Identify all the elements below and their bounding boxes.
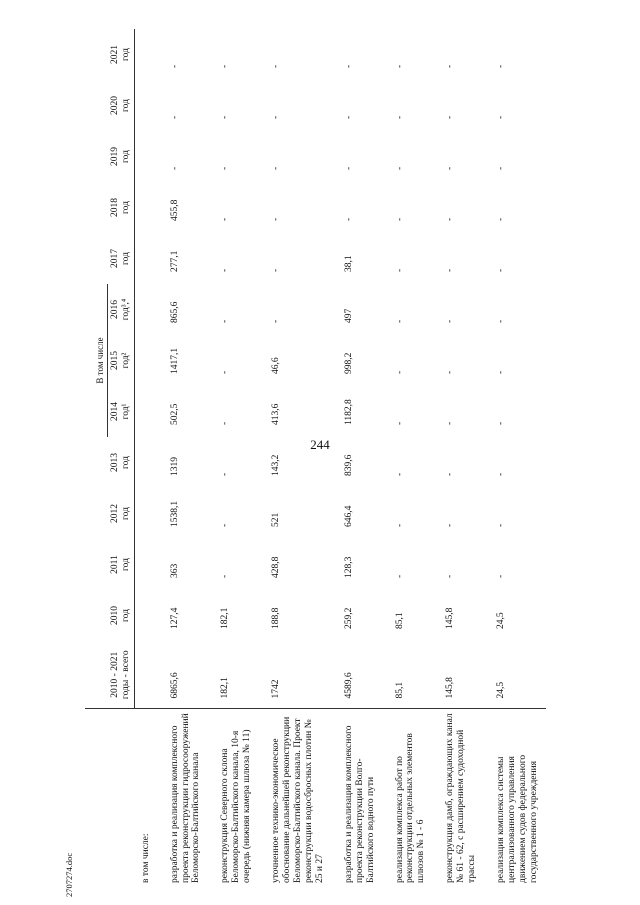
row-value: - bbox=[220, 421, 231, 425]
header-year-number: 2017 bbox=[110, 249, 121, 268]
row-value: - bbox=[394, 268, 405, 272]
row-value bbox=[135, 539, 158, 590]
row-value: 646,4 bbox=[343, 505, 354, 527]
row-value: - bbox=[220, 574, 231, 578]
row-value: - bbox=[496, 523, 507, 527]
header-year-2017 bbox=[108, 233, 135, 284]
row-value: - bbox=[394, 421, 405, 425]
row-value: - bbox=[496, 166, 507, 170]
row-label: разработка и реализация комплексного проекта реконструкции гидросооружений Беломорско-Балтийского канала bbox=[169, 713, 202, 883]
doc-reference: 2707274.doc bbox=[64, 852, 74, 897]
row-value bbox=[135, 590, 158, 641]
row-value: - bbox=[220, 319, 231, 323]
header-year-suffix: год bbox=[121, 150, 132, 163]
row-total: 145,8 bbox=[433, 641, 484, 709]
row-value: - bbox=[220, 472, 231, 476]
row-value: - bbox=[169, 166, 180, 170]
row-value bbox=[135, 182, 158, 233]
row-label: реализация комплекса системы централизованного управления движением судов федерального государственного учреждения bbox=[496, 754, 539, 883]
header-year-suffix: год bbox=[121, 201, 132, 214]
row-value: - bbox=[496, 64, 507, 68]
table-row bbox=[383, 29, 434, 887]
row-value bbox=[135, 386, 158, 437]
row-value: 143,2 bbox=[271, 454, 282, 476]
row-total bbox=[135, 641, 158, 709]
header-year-2012 bbox=[108, 488, 135, 539]
header-year-number: 2019 bbox=[110, 147, 121, 166]
row-value: - bbox=[394, 523, 405, 527]
header-year-suffix: год¹ bbox=[121, 403, 132, 420]
row-value: - bbox=[271, 64, 282, 68]
header-year-suffix: год bbox=[121, 507, 132, 520]
header-year-suffix: год² bbox=[121, 352, 132, 369]
header-year-suffix: год bbox=[121, 48, 132, 61]
row-value: - bbox=[343, 217, 354, 221]
row-label: в том числе: bbox=[140, 833, 151, 883]
header-year-number: 2011 bbox=[110, 555, 121, 574]
row-value: - bbox=[394, 64, 405, 68]
header-year-2021 bbox=[108, 29, 135, 80]
row-value: 128,3 bbox=[343, 556, 354, 578]
row-value: - bbox=[169, 115, 180, 119]
row-value bbox=[135, 488, 158, 539]
header-year-number: 2015 bbox=[110, 351, 121, 370]
header-year-number: 2018 bbox=[110, 198, 121, 217]
row-value: - bbox=[394, 217, 405, 221]
row-label: реализация комплекса работ по реконструкции отдельных элементов шлюзов № 1 - 6 bbox=[394, 733, 427, 883]
row-value: 1417,1 bbox=[169, 347, 180, 374]
row-label: разработка и реализация комплексного проекта реконструкции Волго-Балтийского водного пути bbox=[343, 725, 376, 883]
row-total: 6865,6 bbox=[158, 641, 209, 709]
row-value: 521 bbox=[271, 512, 282, 527]
header-year-2019 bbox=[108, 131, 135, 182]
row-value: - bbox=[343, 64, 354, 68]
header-year-2015 bbox=[108, 335, 135, 386]
header-year-number: 2016 bbox=[110, 300, 121, 319]
header-subgroup: В том числе bbox=[93, 284, 108, 437]
row-value: 839,6 bbox=[343, 454, 354, 476]
budget-table bbox=[85, 29, 546, 887]
table-row bbox=[208, 29, 259, 887]
row-value: 85,1 bbox=[394, 612, 405, 629]
header-year-number: 2010 bbox=[110, 606, 121, 625]
row-value: - bbox=[394, 166, 405, 170]
row-value bbox=[135, 437, 158, 488]
row-value: 145,8 bbox=[445, 607, 456, 629]
row-value: - bbox=[496, 319, 507, 323]
row-label: реконструкция дамб, ограждающих канал № 61 - 62, с расширением судоходной трассы bbox=[445, 713, 478, 883]
row-value: - bbox=[271, 217, 282, 221]
row-value: - bbox=[271, 319, 282, 323]
row-value: 1182,8 bbox=[343, 399, 354, 425]
row-value: 865,6 bbox=[169, 301, 180, 323]
row-value: - bbox=[496, 217, 507, 221]
table-row bbox=[332, 29, 383, 887]
row-total: 1742 bbox=[259, 641, 332, 709]
header-year-suffix: год bbox=[121, 252, 132, 265]
row-value: - bbox=[220, 166, 231, 170]
row-value: - bbox=[445, 472, 456, 476]
header-spacer bbox=[85, 29, 93, 641]
row-value bbox=[135, 335, 158, 386]
row-value: 188,8 bbox=[271, 607, 282, 629]
row-total: 85,1 bbox=[383, 641, 434, 709]
header-year-number: 2014 bbox=[110, 402, 121, 421]
table-row bbox=[259, 29, 332, 887]
table-body bbox=[135, 29, 546, 887]
row-value: - bbox=[394, 115, 405, 119]
header-year-suffix: год³,⁴ bbox=[121, 298, 132, 321]
header-year-number: 2021 bbox=[110, 45, 121, 64]
row-value: - bbox=[343, 166, 354, 170]
row-value: 46,6 bbox=[271, 357, 282, 374]
header-year-2016 bbox=[108, 284, 135, 335]
row-value bbox=[135, 131, 158, 182]
row-value: - bbox=[445, 217, 456, 221]
row-value: - bbox=[271, 166, 282, 170]
row-value: 413,6 bbox=[271, 403, 282, 425]
row-value: - bbox=[220, 64, 231, 68]
row-value: 24,5 bbox=[496, 612, 507, 629]
row-label: уточненное технико-экономическое обоснование дальнейшей реконструкции Беломорско-Балтийского канала. Проект реконструкции водосбросных плотин № 25 и 27 bbox=[271, 716, 325, 883]
row-value: - bbox=[445, 319, 456, 323]
header-gap-right bbox=[93, 29, 108, 284]
table-row bbox=[433, 29, 484, 887]
row-value: 259,2 bbox=[343, 607, 354, 629]
header-year-number: 2020 bbox=[110, 96, 121, 115]
row-value: 38,1 bbox=[343, 255, 354, 272]
row-value: 428,8 bbox=[271, 556, 282, 578]
row-value: - bbox=[343, 115, 354, 119]
row-value bbox=[135, 284, 158, 335]
row-value: 127,4 bbox=[169, 607, 180, 629]
row-total: 4589,6 bbox=[332, 641, 383, 709]
row-value: - bbox=[496, 574, 507, 578]
row-value bbox=[135, 80, 158, 131]
row-value: - bbox=[445, 166, 456, 170]
row-value: - bbox=[445, 64, 456, 68]
header-year-2020 bbox=[108, 80, 135, 131]
row-total: 182,1 bbox=[208, 641, 259, 709]
row-value: - bbox=[394, 574, 405, 578]
row-value bbox=[135, 233, 158, 284]
row-value: - bbox=[394, 319, 405, 323]
header-year-2014 bbox=[108, 386, 135, 437]
row-value: - bbox=[496, 472, 507, 476]
header-year-2013 bbox=[108, 437, 135, 488]
header-year-suffix: год bbox=[121, 456, 132, 469]
row-value: 497 bbox=[343, 308, 354, 323]
data-table-wrapper bbox=[85, 29, 585, 887]
row-value: - bbox=[445, 421, 456, 425]
row-value: - bbox=[496, 421, 507, 425]
header-year-suffix: год bbox=[121, 609, 132, 622]
header-year-2010 bbox=[108, 590, 135, 641]
row-value: 1319 bbox=[169, 457, 180, 476]
header-year-2011 bbox=[108, 539, 135, 590]
header-year-number: 2012 bbox=[110, 504, 121, 523]
row-value: 277,1 bbox=[169, 250, 180, 272]
row-value: - bbox=[271, 268, 282, 272]
row-value bbox=[135, 29, 158, 80]
row-value: - bbox=[220, 115, 231, 119]
row-value: - bbox=[220, 217, 231, 221]
row-value: 998,2 bbox=[343, 352, 354, 374]
row-value: - bbox=[394, 472, 405, 476]
row-value: - bbox=[271, 115, 282, 119]
header-gap-left bbox=[93, 437, 108, 641]
row-value: - bbox=[445, 523, 456, 527]
row-total: 24,5 bbox=[484, 641, 546, 709]
row-value: - bbox=[220, 268, 231, 272]
row-value: - bbox=[445, 574, 456, 578]
row-value: 455,8 bbox=[169, 199, 180, 221]
row-value: - bbox=[394, 370, 405, 374]
header-year-number: 2013 bbox=[110, 453, 121, 472]
row-label: реконструкция Северного склона Беломорско-Балтийского канала, 10-я очередь (нижняя камера шлюза № 11) bbox=[220, 729, 253, 883]
table-row bbox=[158, 29, 209, 887]
row-value: - bbox=[445, 370, 456, 374]
header-year-suffix: год bbox=[121, 99, 132, 112]
page-number: 244 bbox=[310, 437, 330, 452]
row-value: - bbox=[496, 115, 507, 119]
row-value: 182,1 bbox=[220, 607, 231, 629]
table-row bbox=[135, 29, 158, 887]
row-value: - bbox=[220, 523, 231, 527]
row-value: - bbox=[169, 64, 180, 68]
row-value: 363 bbox=[169, 563, 180, 578]
table-row bbox=[484, 29, 546, 887]
row-value: - bbox=[220, 370, 231, 374]
row-value: - bbox=[445, 115, 456, 119]
header-year-2018 bbox=[108, 182, 135, 233]
header-year-suffix: год bbox=[121, 558, 132, 571]
row-value: 502,5 bbox=[169, 403, 180, 425]
row-value: - bbox=[496, 370, 507, 374]
row-value: 1538,1 bbox=[169, 500, 180, 527]
row-value: - bbox=[445, 268, 456, 272]
header-empty-cell bbox=[85, 709, 135, 887]
header-total: 2010 - 2021 годы - всего bbox=[85, 641, 135, 709]
row-value: - bbox=[496, 268, 507, 272]
